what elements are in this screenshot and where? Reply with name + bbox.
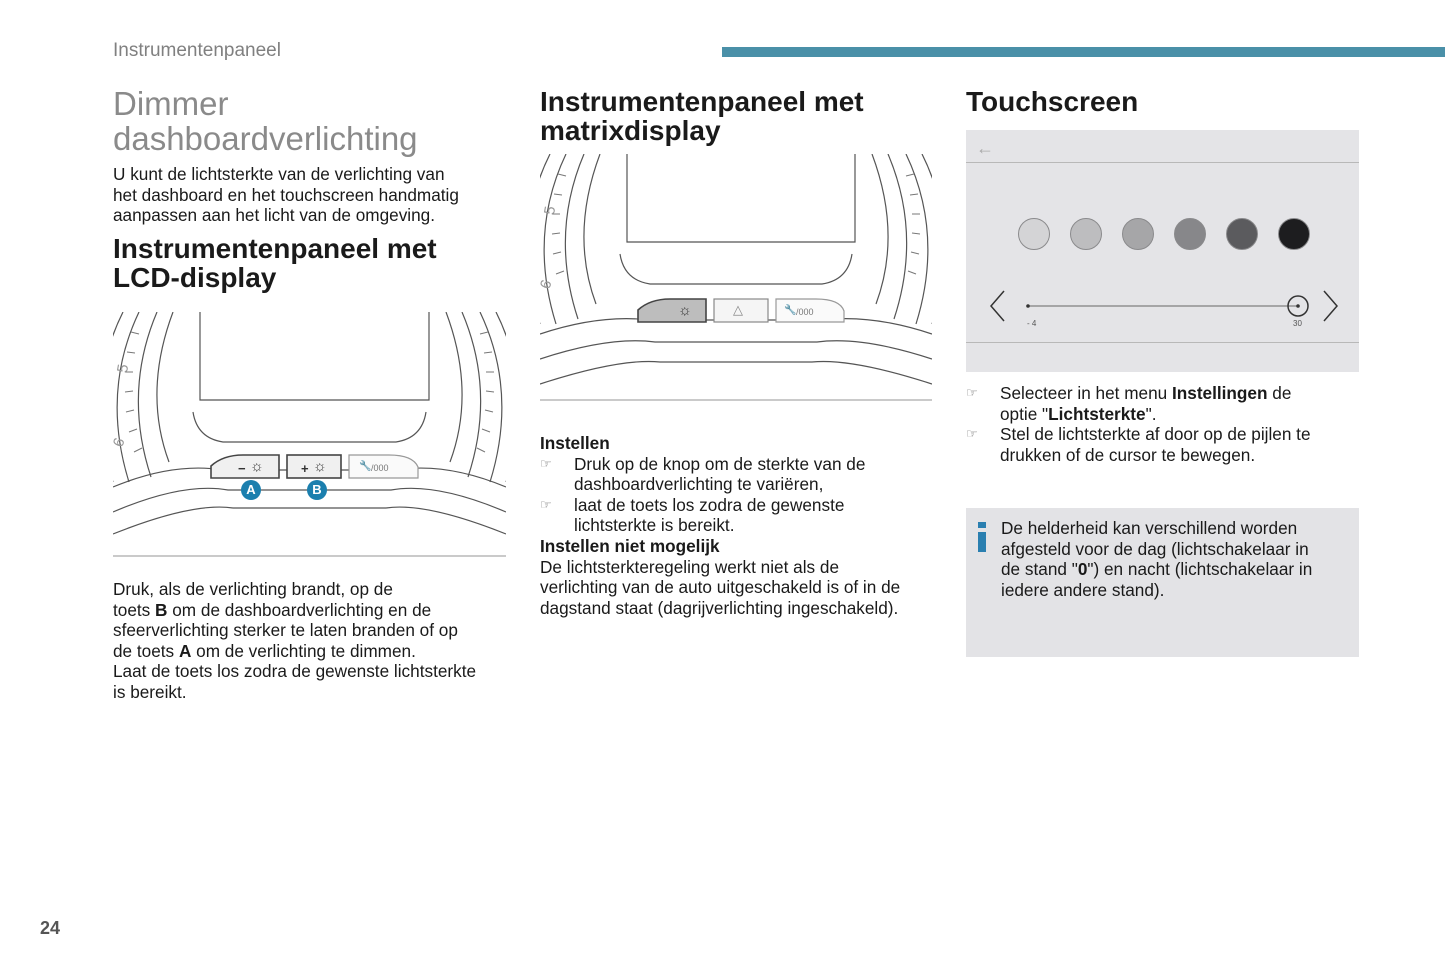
dashboard-light-icon: ☼ xyxy=(678,302,692,319)
dashboard-light-icon: ☼ xyxy=(313,458,327,475)
intro-line: aanpassen aan het licht van de omgeving. xyxy=(113,205,436,226)
hand-pointer-icon: ☞ xyxy=(540,455,552,471)
touchscreen-heading: Touchscreen xyxy=(966,86,1139,117)
button-a-badge: A xyxy=(241,480,261,500)
button-b-badge: B xyxy=(307,480,327,500)
back-arrow-icon[interactable]: ← xyxy=(976,138,994,158)
list-item: ☞ Selecteer in het menu Instellingen de optie "Lichtsterkte". xyxy=(966,383,1292,424)
brightness-swatch[interactable] xyxy=(1174,218,1206,250)
niet-mogelijk-label: Instellen niet mogelijk xyxy=(540,535,720,556)
lcd-heading-line1: Instrumentenpaneel met xyxy=(113,233,437,264)
page-title-line2: dashboardverlichting xyxy=(113,120,418,157)
lcd-heading-line2: LCD-display xyxy=(113,262,277,293)
hand-pointer-icon: ☞ xyxy=(540,496,552,512)
brightness-swatch[interactable] xyxy=(1226,218,1258,250)
para-line: dagstand staat (dagrijverlichting ingeschakeld). xyxy=(540,597,899,618)
arrow-left-icon xyxy=(991,291,1004,321)
hand-pointer-icon: ☞ xyxy=(966,385,978,400)
lcd-dashboard-figure xyxy=(109,312,506,558)
para-line: De lichtsterkteregeling werkt niet als de xyxy=(540,556,840,577)
matrix-instructions xyxy=(540,433,935,618)
list-item: ☞ Stel de lichtsterkte af door op de pijlen te drukken of de cursor te bewegen. xyxy=(966,424,1311,465)
para-line: Druk, als de verlichting brandt, op de xyxy=(113,579,393,599)
dashboard-light-icon: ☼ xyxy=(250,458,264,475)
list-item: ☞ laat de toets los zodra de gewenste lichtsterkte is bereikt. xyxy=(540,494,845,536)
slider-max-label: 30 xyxy=(1293,319,1302,328)
header-accent-bar xyxy=(722,47,1445,57)
para-line: toets B om de dashboardverlichting en de xyxy=(113,599,432,620)
hand-pointer-icon: ☞ xyxy=(966,426,978,442)
list-item: ☞ Druk op de knop om de sterkte van de dashboardverlichting te variëren, xyxy=(540,453,866,495)
intro-line: het dashboard en het touchscreen handmatig xyxy=(113,184,459,205)
lcd-instructions xyxy=(113,579,513,703)
brightness-swatch[interactable] xyxy=(1018,218,1050,250)
instellen-label: Instellen xyxy=(540,433,610,453)
wrench-icon: 🔧 xyxy=(784,305,797,316)
dim-plus-label: + xyxy=(301,461,309,476)
para-line: sfeerverlichting sterker te laten branden of op xyxy=(113,620,458,641)
touchscreen-instructions xyxy=(966,383,1359,465)
arrow-right-icon xyxy=(1324,291,1337,321)
odometer-label: /000 xyxy=(796,307,814,317)
brightness-slider[interactable] xyxy=(986,288,1346,328)
brightness-swatch[interactable] xyxy=(1278,218,1310,250)
lcd-heading xyxy=(113,234,437,292)
page-number: 24 xyxy=(40,918,61,938)
intro-line: U kunt de lichtsterkte van de verlichting van xyxy=(113,164,445,184)
brightness-swatch[interactable] xyxy=(1070,218,1102,250)
para-line: de toets A om de verlichting te dimmen. xyxy=(113,640,416,661)
road-icon: △ xyxy=(733,302,743,317)
gauge-digit: 6 xyxy=(536,277,556,292)
para-line: verlichting van de auto uitgeschakeld is of in de xyxy=(540,577,901,598)
matrix-heading-line2: matrixdisplay xyxy=(540,115,721,146)
brightness-swatches xyxy=(1018,218,1308,252)
info-box xyxy=(966,508,1359,657)
brightness-swatch[interactable] xyxy=(1122,218,1154,250)
section-label: Instrumentenpaneel xyxy=(113,40,281,61)
gauge-digit: 5 xyxy=(114,362,133,375)
para-line: Laat de toets los zodra de gewenste lichtsterkte xyxy=(113,661,477,682)
matrix-dashboard-figure xyxy=(536,154,932,402)
touchscreen-mockup xyxy=(966,130,1359,372)
gauge-digit: 6 xyxy=(109,435,129,450)
odometer-label: /000 xyxy=(371,463,389,473)
dim-minus-label: − xyxy=(238,461,246,476)
wrench-icon: 🔧 xyxy=(359,461,372,472)
matrix-heading-line1: Instrumentenpaneel met xyxy=(540,86,864,117)
intro-paragraph xyxy=(113,164,513,226)
page-title xyxy=(113,86,513,156)
matrix-heading xyxy=(540,87,864,145)
slider-min-label: - 4 xyxy=(1027,319,1037,328)
page-title-line1: Dimmer xyxy=(113,85,229,122)
divider xyxy=(966,342,1359,343)
info-text: De helderheid kan verschillend worden afgesteld voor de dag (lichtschakelaar in de stand "0") en nacht (lichtschakelaar in iedere andere stand). xyxy=(1001,518,1313,600)
gauge-digit: 5 xyxy=(541,204,560,217)
info-icon xyxy=(977,522,987,552)
para-line: is bereikt. xyxy=(113,681,187,702)
divider xyxy=(966,162,1359,163)
